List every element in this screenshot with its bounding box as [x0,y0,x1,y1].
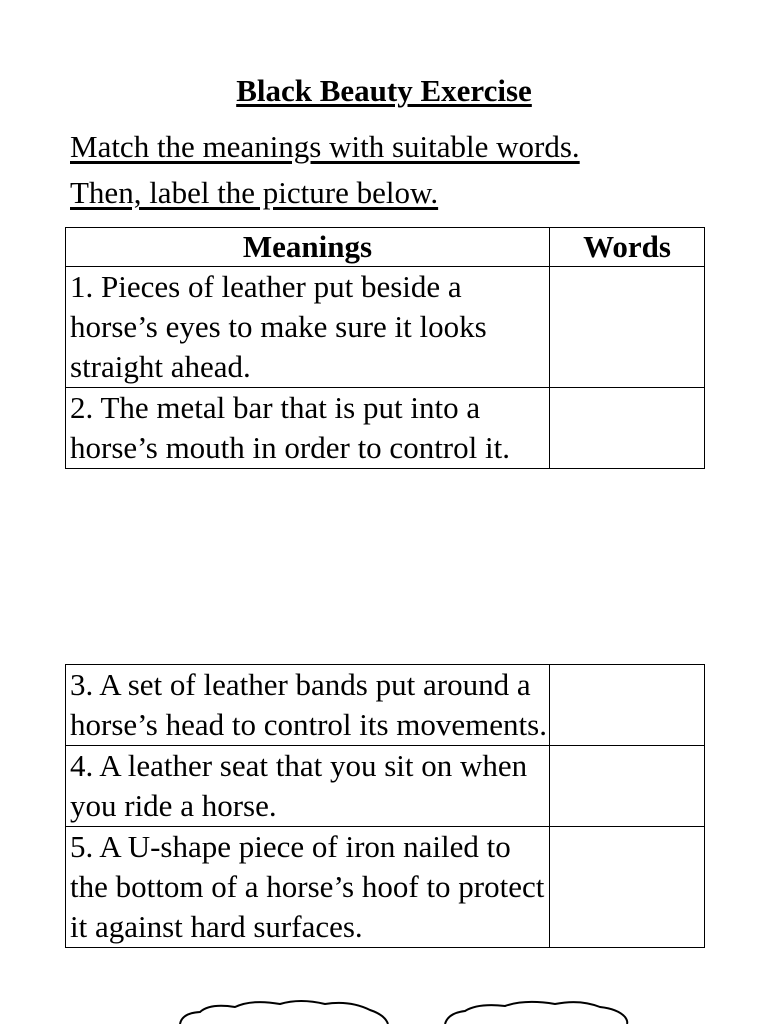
word-answer-cell-4[interactable] [550,746,705,827]
cloud-bubble-left [180,1001,388,1024]
meaning-cell-5: 5. A U-shape piece of iron nailed to the bottom of a horse’s hoof to protect it against hard surfaces. [66,827,550,948]
matching-table-part-2 [65,664,705,948]
label-cloud-bubbles [0,995,768,1024]
meanings-header: Meanings [66,228,550,267]
word-answer-cell-1[interactable] [550,267,705,388]
table-row [66,827,705,948]
meaning-cell-1: 1. Pieces of leather put beside a horse’s eyes to make sure it looks straight ahead. [66,267,550,388]
word-answer-cell-2[interactable] [550,388,705,469]
table-row [66,388,705,469]
meaning-cell-4: 4. A leather seat that you sit on when you ride a horse. [66,746,550,827]
table-row [66,746,705,827]
table-header-row [66,228,705,267]
table-row [66,267,705,388]
word-answer-cell-5[interactable] [550,827,705,948]
matching-table-part-1 [65,227,705,469]
cloud-bubble-right [445,1002,627,1024]
worksheet-title: Black Beauty Exercise [236,73,532,108]
meaning-cell-3: 3. A set of leather bands put around a horse’s head to control its movements. [66,665,550,746]
instruction-line-1: Match the meanings with suitable words. [70,129,580,164]
meaning-cell-2: 2. The metal bar that is put into a horse’s mouth in order to control it. [66,388,550,469]
words-header: Words [550,228,705,267]
table-row [66,665,705,746]
instruction-line-2: Then, label the picture below. [70,175,439,210]
word-answer-cell-3[interactable] [550,665,705,746]
